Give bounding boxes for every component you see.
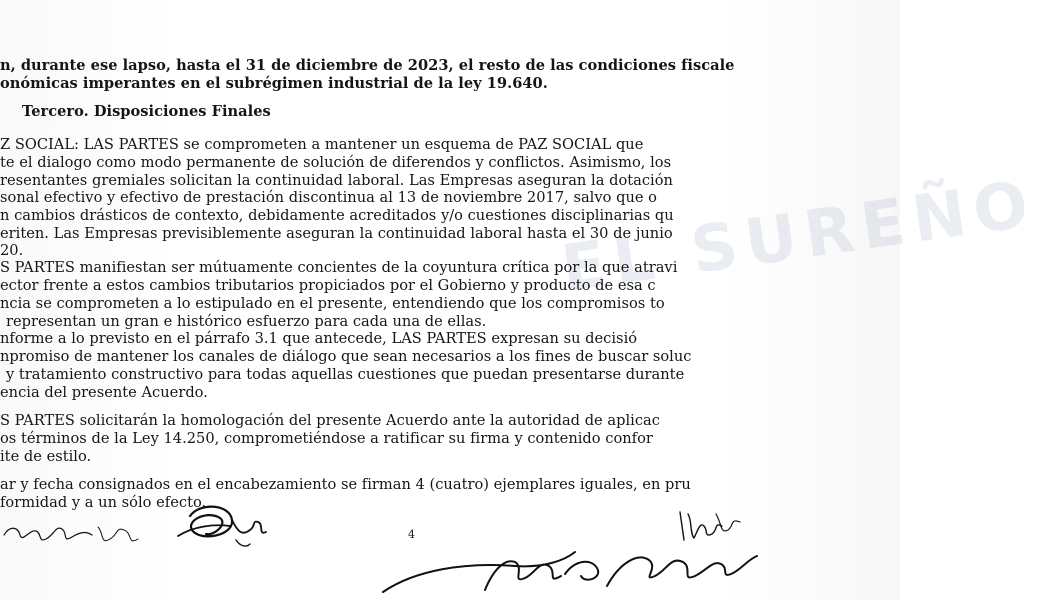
signature-left (0, 505, 150, 555)
signature-bottom-right (375, 540, 765, 600)
text-line: onómicas imperantes en el subrégimen industrial de la ley 19.640. (0, 75, 548, 92)
text-line: representan un gran e histórico esfuerzo para cada una de ellas. (6, 313, 487, 330)
text-line: te el dialogo como modo permanente de solución de diferendos y conflictos. Asimismo, los (0, 154, 672, 171)
text-line: os términos de la Ley 14.250, comprometiéndose a ratificar su firma y contenido confor (0, 430, 653, 447)
text-line: resentantes gremiales solicitan la continuidad laboral. Las Empresas aseguran la dotación (0, 172, 673, 189)
text-line: S PARTES solicitarán la homologación del presente Acuerdo ante la autoridad de aplicac (0, 412, 660, 429)
section-heading: Tercero. Disposiciones Finales (22, 103, 271, 120)
text-line: n cambios drásticos de contexto, debidamente acreditados y/o cuestiones disciplinarias qu (0, 207, 674, 224)
text-line: 20. (0, 242, 24, 259)
text-line: S PARTES manifiestan ser mútuamente concientes de la coyuntura crítica por la que atravi (0, 259, 678, 276)
text-line: n, durante ese lapso, hasta el 31 de diciembre de 2023, el resto de las condiciones fiscale (0, 57, 735, 74)
text-line: nforme a lo previsto en el párrafo 3.1 que antecede, LAS PARTES expresan su decisió (0, 330, 638, 347)
text-line: ector frente a estos cambios tributarios propiciados por el Gobierno y producto de esa c (0, 277, 656, 294)
page-number: 4 (408, 528, 415, 541)
text-line: y tratamiento constructivo para todas aquellas cuestiones que puedan presentarse durante (6, 366, 685, 383)
text-line: ar y fecha consignados en el encabezamiento se firman 4 (cuatro) ejemplares iguales, en pru (0, 476, 691, 493)
text-line: ncia se comprometen a lo estipulado en el presente, entendiendo que los compromisos to (0, 295, 665, 312)
text-line: eriten. Las Empresas previsiblemente aseguran la continuidad laboral hasta el 30 de junio (0, 225, 673, 242)
faint-watermark: EL SUREÑO (557, 167, 1041, 307)
text-line: Z SOCIAL: LAS PARTES se comprometen a mantener un esquema de PAZ SOCIAL que (0, 136, 644, 153)
text-line: sonal efectivo y efectivo de prestación discontinua al 13 de noviembre 2017, salvo que o (0, 189, 657, 206)
text-line: npromiso de mantener los canales de diálogo que sean necesarios a los fines de buscar soluc (0, 348, 692, 365)
text-line: ite de estilo. (0, 448, 92, 465)
signature-center-left (170, 496, 280, 566)
text-line: formidad y a un sólo efecto. (0, 494, 207, 511)
text-line: encia del presente Acuerdo. (0, 384, 208, 401)
